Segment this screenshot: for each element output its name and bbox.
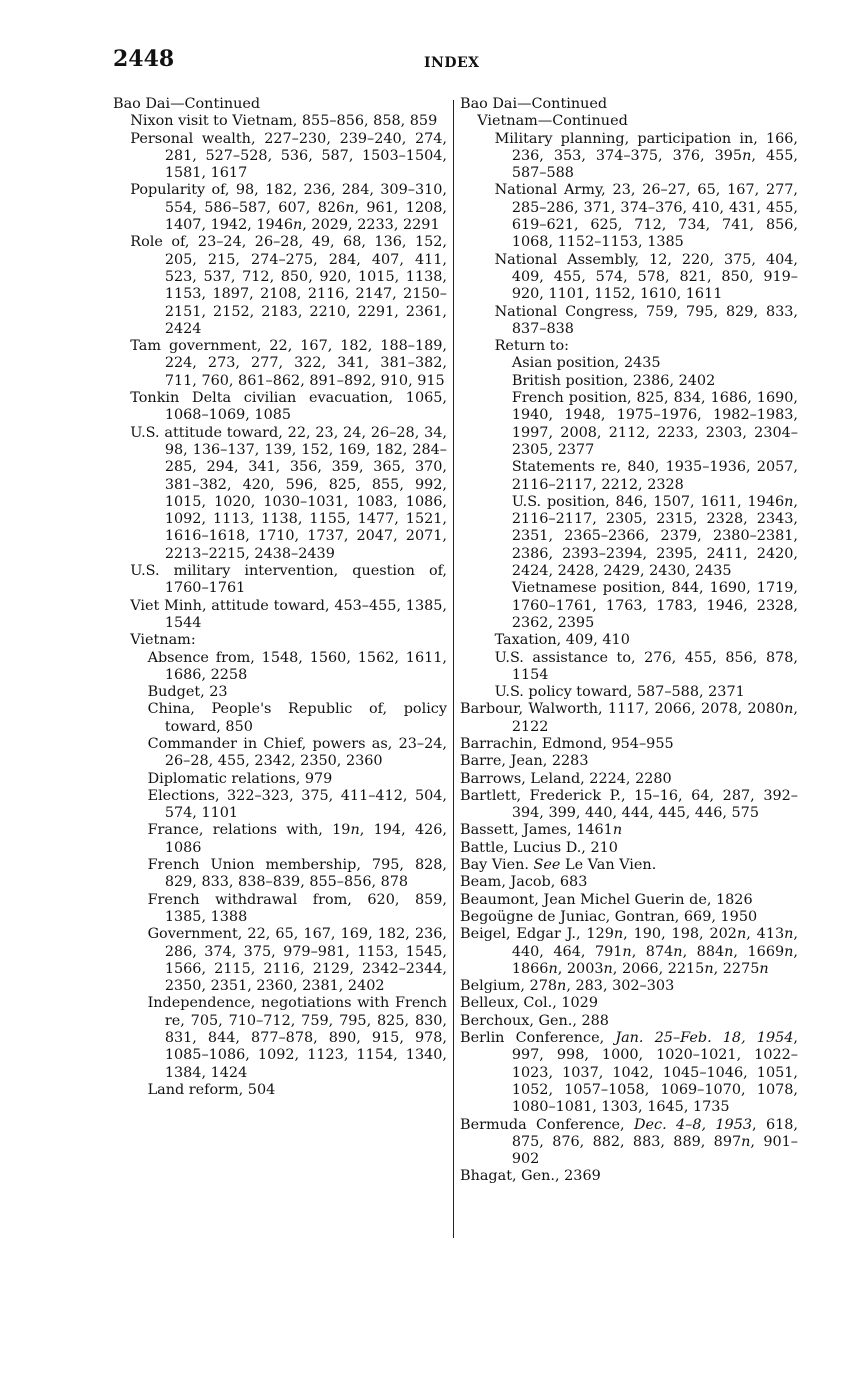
index-entry: Commander in Chief, powers as, 23–24, 26–28, 455, 2342, 2350, 2360 — [147, 735, 447, 770]
index-entry: Asian position, 2435 — [511, 355, 661, 372]
index-entry: Viet Minh, attitude toward, 453–455, 1385, 1544 — [130, 597, 447, 631]
index-entry: National Assembly, 12, 220, 375, 404, 409, 455, 574, 578, 821, 850, 919–920, 1101, 1152, 1610, 1611 — [494, 251, 798, 303]
index-entry: Barrachin, Edmond, 954–955 — [460, 735, 674, 752]
index-entry: Land reform, 504 — [147, 1081, 276, 1098]
index-entry: Bao Dai—Continued — [113, 96, 261, 112]
index-entry: Beam, Jacob, 683 — [460, 874, 588, 891]
index-entry: Taxation, 409, 410 — [494, 632, 630, 649]
index-entry: Battle, Lucius D., 210 — [460, 839, 618, 856]
index-entry: Tonkin Delta civilian evacuation, 1065, 1068–1069, 1085 — [130, 390, 447, 424]
index-entry: Bao Dai—Continued — [460, 96, 608, 112]
index-entry: Bassett, James, 1461n — [460, 822, 623, 839]
index-entry: Popularity of, 98, 182, 236, 284, 309–310, 554, 586–587, 607, 826n, 961, 1208, 1407, 1942, 1946n, 2029, 2233, 2291 — [130, 182, 447, 234]
index-entry: Berchoux, Gen., 288 — [460, 1012, 609, 1029]
index-entry: Barre, Jean, 2283 — [460, 753, 589, 770]
index-entry: British position, 2386, 2402 — [511, 372, 716, 389]
index-entry: Bermuda Conference, Dec. 4–8, 1953, 618, 875, 876, 882, 883, 889, 897n, 901–902 — [460, 1116, 798, 1168]
index-entry: Diplomatic relations, 979 — [147, 770, 333, 787]
index-entry: China, People's Republic of, policy toward, 850 — [147, 701, 447, 735]
index-entry: U.S. military intervention, question of, 1760–1761 — [130, 563, 447, 597]
index-entry: Vietnamese position, 844, 1690, 1719, 1760–1761, 1763, 1783, 1946, 2328, 2362, 2395 — [511, 580, 798, 631]
index-entry: Berlin Conference, Jan. 25–Feb. 18, 1954, 997, 998, 1000, 1020–1021, 1022–1023, 1037, 1042, 1045–1046, 1051, 1052, 1057–1058, 1069–1070, 1078, 1080–1081, 1303, 1645, 1735 — [460, 1030, 798, 1116]
index-entry: Begoügne de Juniac, Gontran, 669, 1950 — [460, 908, 758, 925]
index-entry: Barrows, Leland, 2224, 2280 — [460, 770, 672, 787]
index-entry: Military planning, participation in, 166, 236, 353, 374–375, 376, 395n, 455, 587–588 — [494, 130, 798, 182]
index-entry: Return to: — [494, 338, 569, 355]
running-head: INDEX — [424, 55, 480, 71]
index-entry: Tam government, 22, 167, 182, 188–189, 224, 273, 277, 322, 341, 381–382, 711, 760, 861–862, 891–892, 910, 915 — [130, 338, 447, 389]
index-entry: Statements re, 840, 1935–1936, 2057, 2116–2117, 2212, 2328 — [511, 459, 798, 493]
index-entry: Budget, 23 — [147, 684, 228, 701]
index-entry: U.S. attitude toward, 22, 23, 24, 26–28, 34, 98, 136–137, 139, 152, 169, 182, 284–285, 294, 341, 356, 359, 365, 370, 381–382, 420, 596, 825, 855, 992, 1015, 1020, 1030–1031, 1083, 1086, 1092, 1113, 1138, 1155, 1477, 1521, 1616–1618, 1710, 1737, 2047, 2071, 2213–2215, 2438–2439 — [130, 424, 447, 562]
index-entry: Personal wealth, 227–230, 239–240, 274, 281, 527–528, 536, 587, 1503–1504, 1581, 1617 — [130, 130, 447, 182]
index-entry: French position, 825, 834, 1686, 1690, 1940, 1948, 1975–1976, 1982–1983, 1997, 2008, 2112, 2233, 2303, 2304–2305, 2377 — [511, 390, 798, 458]
index-entry: France, relations with, 19n, 194, 426, 1086 — [147, 822, 447, 856]
index-entry: Vietnam: — [130, 632, 196, 649]
index-entry: Beigel, Edgar J., 129n, 190, 198, 202n, 413n, 440, 464, 791n, 874n, 884n, 1669n, 1866n, 2003n, 2066, 2215n, 2275n — [460, 926, 798, 977]
index-column-right — [460, 96, 798, 1186]
index-entry: Bhagat, Gen., 2369 — [460, 1168, 601, 1185]
index-entry: Elections, 322–323, 375, 411–412, 504, 574, 1101 — [147, 787, 447, 822]
index-entry: Vietnam—Continued — [477, 113, 628, 130]
index-entry: Nixon visit to Vietnam, 855–856, 858, 859 — [130, 113, 438, 130]
page-number: 2448 — [113, 46, 175, 72]
index-entry: Government, 22, 65, 167, 169, 182, 236, 286, 374, 375, 979–981, 1153, 1545, 1566, 2115, 2116, 2129, 2342–2344, 2350, 2351, 2360, 2381, 2402 — [147, 926, 447, 995]
index-entry: Role of, 23–24, 26–28, 49, 68, 136, 152, 205, 215, 274–275, 284, 407, 411, 523, 537, 712, 850, 920, 1015, 1138, 1153, 1897, 2108, 2116, 2147, 2150–2151, 2152, 2183, 2210, 2291, 2361, 2424 — [130, 234, 447, 337]
index-entry: Absence from, 1548, 1560, 1562, 1611, 1686, 2258 — [147, 649, 447, 683]
index-entry: National Congress, 759, 795, 829, 833, 837–838 — [494, 303, 798, 337]
index-entry: Beaumont, Jean Michel Guerin de, 1826 — [460, 891, 753, 908]
index-entry: Independence, negotiations with French re, 705, 710–712, 759, 795, 825, 830, 831, 844, 877–878, 890, 915, 978, 1085–1086, 1092, 1123, 1154, 1340, 1384, 1424 — [147, 995, 447, 1081]
index-entry: Bay Vien. See Le Van Vien. — [460, 857, 657, 874]
index-entry: National Army, 23, 26–27, 65, 167, 277, 285–286, 371, 374–376, 410, 431, 455, 619–621, 625, 712, 734, 741, 856, 1068, 1152–1153, 1385 — [494, 182, 798, 251]
index-entry: U.S. position, 846, 1507, 1611, 1946n, 2116–2117, 2305, 2315, 2328, 2343, 2351, 2365–2366, 2379, 2380–2381, 2386, 2393–2394, 2395, 2411, 2420, 2424, 2428, 2429, 2430, 2435 — [511, 493, 798, 580]
index-entry: Belleux, Col., 1029 — [460, 995, 598, 1012]
index-entry: U.S. assistance to, 276, 455, 856, 878, 1154 — [494, 649, 798, 683]
index-entry: French withdrawal from, 620, 859, 1385, 1388 — [147, 891, 447, 925]
index-entry: Bartlett, Frederick P., 15–16, 64, 287, 392–394, 399, 440, 444, 445, 446, 575 — [460, 787, 798, 822]
index-entry: French Union membership, 795, 828, 829, 833, 838–839, 855–856, 878 — [147, 857, 447, 891]
index-column-left — [113, 96, 447, 1099]
index-entry: U.S. policy toward, 587–588, 2371 — [494, 684, 745, 701]
column-divider — [453, 100, 454, 1238]
index-entry: Barbour, Walworth, 1117, 2066, 2078, 2080n, 2122 — [460, 701, 798, 735]
index-entry: Belgium, 278n, 283, 302–303 — [460, 978, 675, 995]
